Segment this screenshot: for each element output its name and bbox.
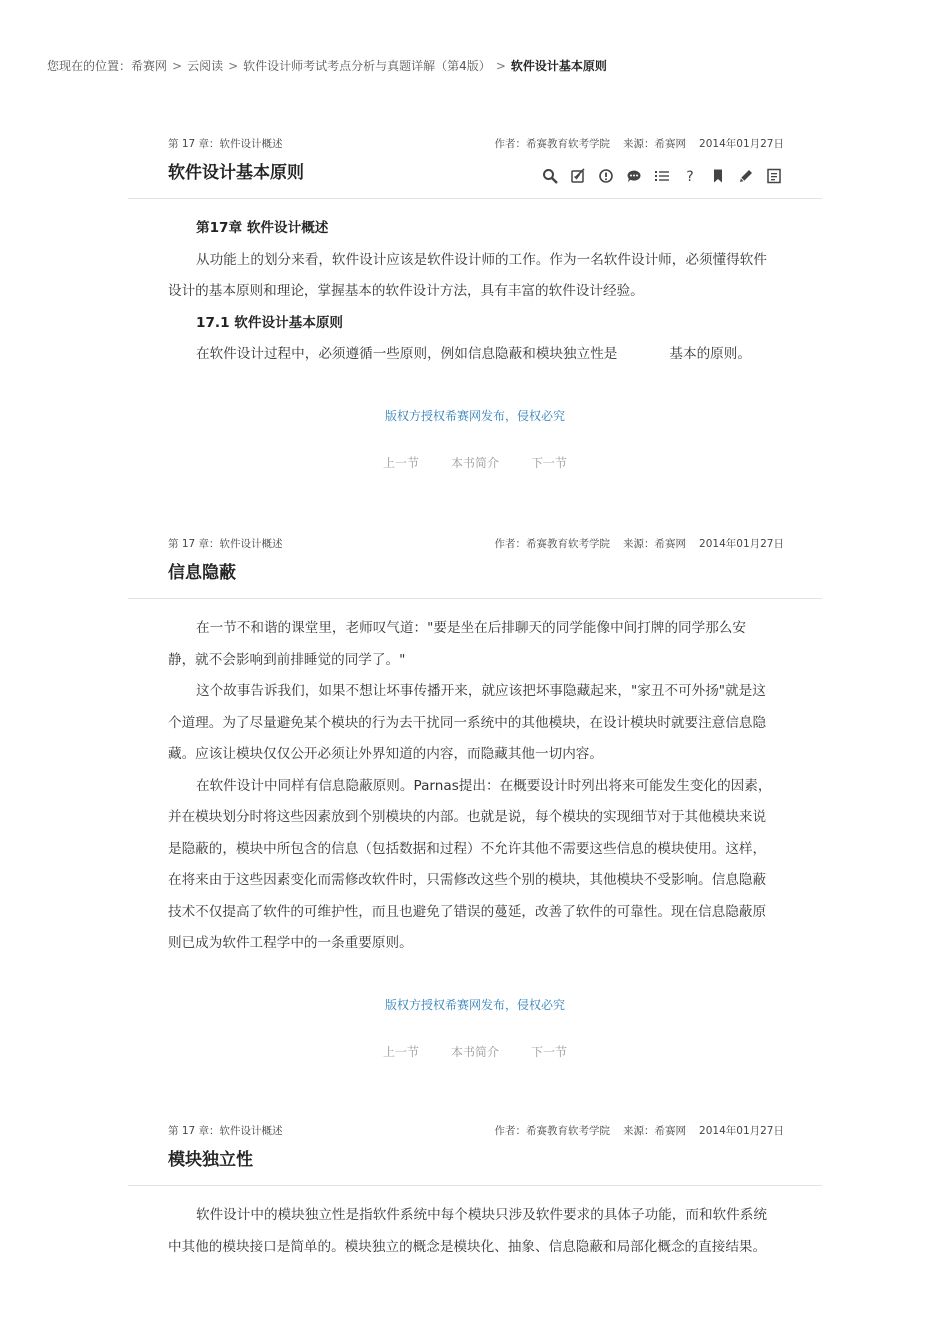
next-section-link[interactable]: 下一节 xyxy=(531,1044,568,1059)
report-icon[interactable] xyxy=(596,166,616,186)
breadcrumb-prefix: 您现在的位置： xyxy=(47,59,132,73)
author-label: 作者：希赛教育软考学院 xyxy=(494,1125,611,1137)
date-label: 2014年01月27日 xyxy=(699,1125,784,1137)
paragraph: 这个故事告诉我们，如果不想让坏事传播开来，就应该把坏事隐藏起来，"家丑不可外扬"就是这个道理。为了尽量避免某个模块的行为去干扰同一系统中的其他模块，在设计模块时就要注意信息隐藏。应该让模块仅仅公开必须让外界知道的内容，而隐藏其他一切内容。 xyxy=(168,683,767,762)
section-header xyxy=(128,128,822,199)
comment-icon[interactable] xyxy=(624,166,644,186)
copyright-notice: 版权方授权希赛网发布，侵权必究 xyxy=(384,408,565,423)
chapter-label: 第 17 章：软件设计概述 xyxy=(168,1125,283,1137)
breadcrumb-separator: > xyxy=(228,59,239,73)
source-label: 来源：希赛网 xyxy=(623,138,687,150)
section-title: 模块独立性 xyxy=(168,1150,253,1170)
section-design-principles xyxy=(128,128,822,471)
bookmark-icon[interactable] xyxy=(708,166,728,186)
breadcrumb-link-cloud-reading[interactable]: 云阅读 xyxy=(187,59,224,73)
article-meta xyxy=(482,536,784,551)
book-intro-link[interactable]: 本书简介 xyxy=(450,455,499,470)
paragraph: 在软件设计中同样有信息隐蔽原则。Parnas提出：在概要设计时列出将来可能发生变化的因素，并在模块划分时将这些因素放到个别模块的内部。也就是说，每个模块的实现细节对于其他模块来说是隐蔽的，模块中所包含的信息（包括数据和过程）不允许其他不需要这些信息的模块使用。这样，在将来由于这些因素变化而需修改软件时，只需修改这些个别的模块，其他模块不受影响。信息隐蔽技术不仅提高了软件的可维护性，而且也避免了错误的蔓延，改善了软件的可靠性。现在信息隐蔽原则已成为软件工程学中的一条重要原则。 xyxy=(168,777,772,951)
breadcrumb-separator: > xyxy=(495,59,506,73)
section-nav xyxy=(128,1043,822,1060)
section-header xyxy=(128,1115,822,1186)
text-overlay xyxy=(617,345,669,363)
reader-toolbar xyxy=(540,166,784,186)
svg-text:?: ? xyxy=(686,169,694,184)
note-icon[interactable] xyxy=(568,166,588,186)
subsection-heading: 17.1 软件设计基本原则 xyxy=(196,314,344,331)
article-meta xyxy=(482,136,784,151)
paragraph-text: 在软件设计过程中，必须遵循一些原则，例如信息隐蔽和模块独立性是 xyxy=(196,346,618,362)
section-information-hiding xyxy=(128,528,822,1060)
list-icon[interactable] xyxy=(652,166,672,186)
paragraph: 从功能上的划分来看，软件设计应该是软件设计师的工作。作为一名软件设计师，必须懂得软件设计的基本原则和理论，掌握基本的软件设计方法，具有丰富的软件设计经验。 xyxy=(168,251,767,299)
book-intro-link[interactable]: 本书简介 xyxy=(450,1044,499,1059)
edit-icon[interactable] xyxy=(736,166,756,186)
section-module-independence xyxy=(128,1115,822,1263)
date-label: 2014年01月27日 xyxy=(699,138,784,150)
section-title: 信息隐蔽 xyxy=(168,563,236,583)
help-icon[interactable] xyxy=(680,166,700,186)
paragraph xyxy=(168,339,772,371)
section-header xyxy=(128,528,822,599)
source-label: 来源：希赛网 xyxy=(623,538,687,550)
chapter-heading: 第17章 软件设计概述 xyxy=(196,220,329,236)
breadcrumb-link-book[interactable]: 软件设计师考试考点分析与真题详解（第4版） xyxy=(243,59,491,73)
paragraph-text: 基本的原则。 xyxy=(669,346,751,362)
paragraph: 软件设计中的模块独立性是指软件系统中每个模块只涉及软件要求的具体子功能，而和软件系统中其他的模块接口是简单的。模块独立的概念是模块化、抽象、信息隐蔽和局部化概念的直接结果。 xyxy=(168,1207,767,1255)
breadcrumb-link-home[interactable]: 希赛网 xyxy=(131,59,168,73)
breadcrumb xyxy=(47,57,607,74)
author-label: 作者：希赛教育软考学院 xyxy=(494,538,611,550)
breadcrumb-current: 软件设计基本原则 xyxy=(510,59,607,73)
chapter-label: 第 17 章：软件设计概述 xyxy=(168,538,283,550)
search-icon[interactable] xyxy=(540,166,560,186)
next-section-link[interactable]: 下一节 xyxy=(531,455,568,470)
paragraph: 在一节不和谐的课堂里，老师叹气道："要是坐在后排聊天的同学能像中间打牌的同学那么安静，就不会影响到前排睡觉的同学了。" xyxy=(168,620,746,668)
breadcrumb-separator: > xyxy=(172,59,183,73)
prev-section-link[interactable]: 上一节 xyxy=(382,455,419,470)
section-body xyxy=(128,213,822,371)
source-label: 来源：希赛网 xyxy=(623,1125,687,1137)
prev-section-link[interactable]: 上一节 xyxy=(382,1044,419,1059)
section-title: 软件设计基本原则 xyxy=(168,163,304,183)
author-label: 作者：希赛教育软考学院 xyxy=(494,138,611,150)
copyright-notice: 版权方授权希赛网发布，侵权必究 xyxy=(384,997,565,1012)
section-nav xyxy=(128,454,822,471)
document-icon[interactable] xyxy=(764,166,784,186)
section-body xyxy=(128,613,822,960)
chapter-label: 第 17 章：软件设计概述 xyxy=(168,138,283,150)
article-meta xyxy=(482,1123,784,1138)
section-body xyxy=(128,1200,822,1263)
date-label: 2014年01月27日 xyxy=(699,538,784,550)
